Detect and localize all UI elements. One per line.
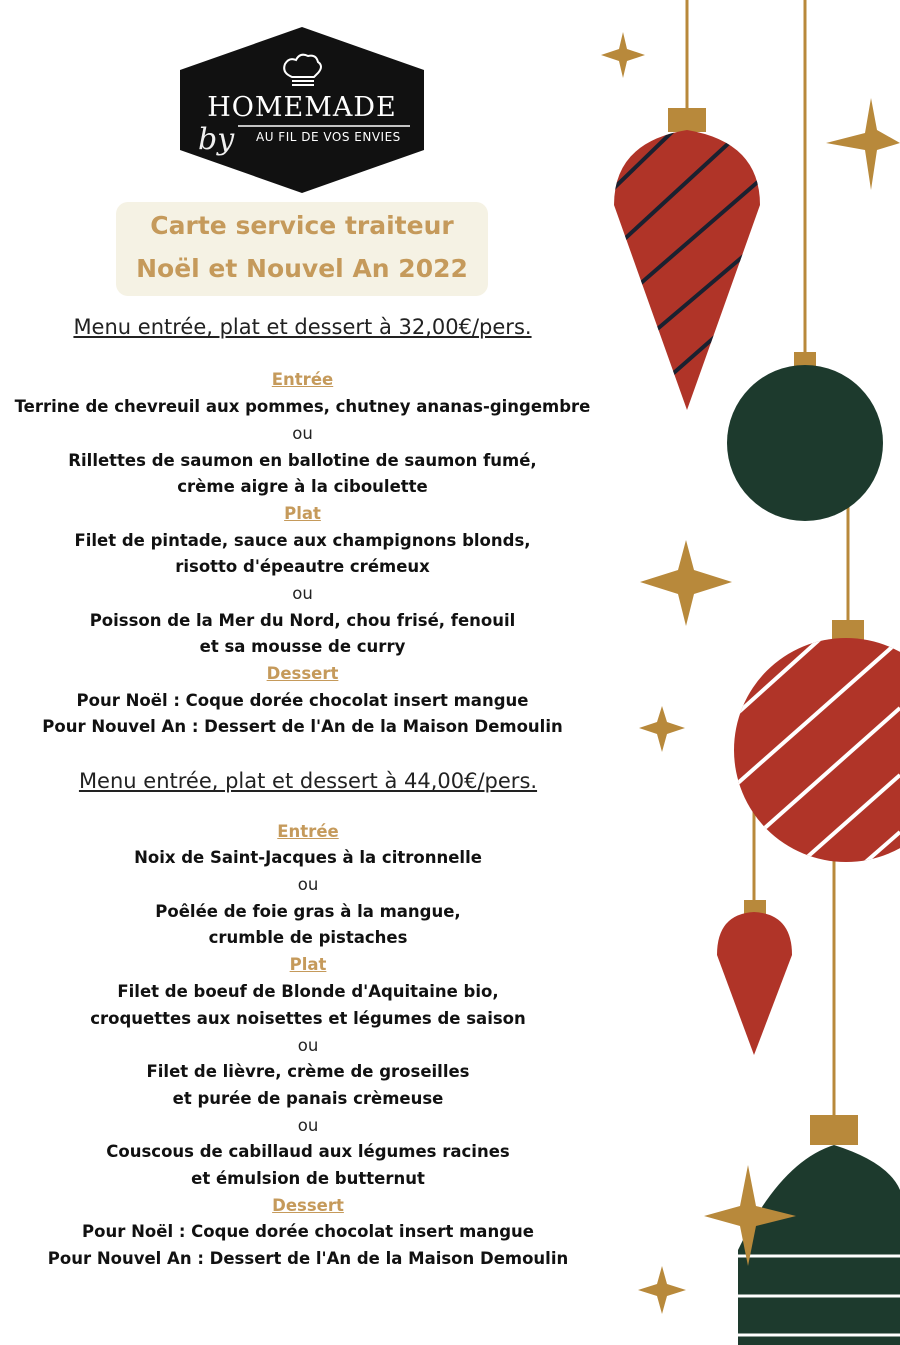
title-line-2: Noël et Nouvel An 2022	[136, 254, 468, 283]
dish-line: Rillettes de saumon en ballotine de saumon fumé,	[68, 451, 537, 470]
menu-heading: Menu entrée, plat et dessert à 32,00€/pers.	[73, 315, 532, 339]
course-title: Entrée	[271, 370, 334, 389]
red-drop-ornament	[612, 108, 760, 410]
star-icon	[640, 540, 732, 626]
dish-line: et émulsion de butternut	[191, 1169, 425, 1188]
dish-line: Pour Noël : Coque dorée chocolat insert mangue	[82, 1222, 534, 1241]
dish-line: risotto d'épeautre crémeux	[175, 557, 430, 576]
or-separator: ou	[297, 1036, 319, 1055]
dish-line: et sa mousse de curry	[199, 637, 406, 656]
course-title: Entrée	[277, 822, 339, 841]
dish-line: Poêlée de foie gras à la mangue,	[155, 902, 461, 921]
homemade-logo	[178, 26, 426, 194]
star-icon	[826, 98, 900, 190]
or-separator: ou	[292, 584, 313, 603]
dish-line: crème aigre à la ciboulette	[177, 477, 428, 496]
star-icon	[601, 32, 645, 78]
or-separator: ou	[297, 875, 319, 894]
logo-wordmark: HOMEMADE	[207, 92, 397, 123]
dish-line: Filet de pintade, sauce aux champignons blonds,	[74, 531, 531, 550]
or-separator: ou	[292, 424, 313, 443]
dish-line: Noix de Saint-Jacques à la citronnelle	[134, 848, 482, 867]
dish-line: Pour Nouvel An : Dessert de l'An de la Maison Demoulin	[42, 717, 563, 736]
dish-line: Filet de boeuf de Blonde d'Aquitaine bio,	[117, 982, 499, 1001]
course-title: Dessert	[266, 664, 339, 683]
course-title: Dessert	[272, 1196, 344, 1215]
menu-heading: Menu entrée, plat et dessert à 44,00€/pers.	[78, 769, 538, 793]
dish-line: et purée de panais crèmeuse	[172, 1089, 444, 1108]
dish-line: Pour Nouvel An : Dessert de l'An de la Maison Demoulin	[47, 1249, 569, 1268]
dish-line: croquettes aux noisettes et légumes de saison	[90, 1009, 526, 1028]
small-red-drop-ornament	[717, 900, 792, 1055]
title-line-1: Carte service traiteur	[150, 211, 454, 240]
or-separator: ou	[297, 1116, 319, 1135]
dish-line: Terrine de chevreuil aux pommes, chutney ananas-gingembre	[14, 397, 591, 416]
star-icon	[639, 706, 685, 752]
dish-line: Pour Noël : Coque dorée chocolat insert mangue	[76, 691, 529, 710]
dish-line: crumble de pistaches	[208, 928, 408, 947]
star-icon	[638, 1266, 686, 1314]
logo-by: by	[198, 122, 235, 157]
green-ball-ornament	[727, 352, 883, 521]
dish-line: Poisson de la Mer du Nord, chou frisé, fenouil	[89, 611, 516, 630]
dish-line: Couscous de cabillaud aux légumes racines	[106, 1142, 510, 1161]
course-title: Plat	[289, 955, 327, 974]
logo-tagline: AU FIL DE VOS ENVIES	[256, 130, 401, 144]
green-striped-ornament	[730, 1115, 900, 1345]
dish-line: Filet de lièvre, crème de groseilles	[146, 1062, 470, 1081]
course-title: Plat	[284, 504, 321, 523]
